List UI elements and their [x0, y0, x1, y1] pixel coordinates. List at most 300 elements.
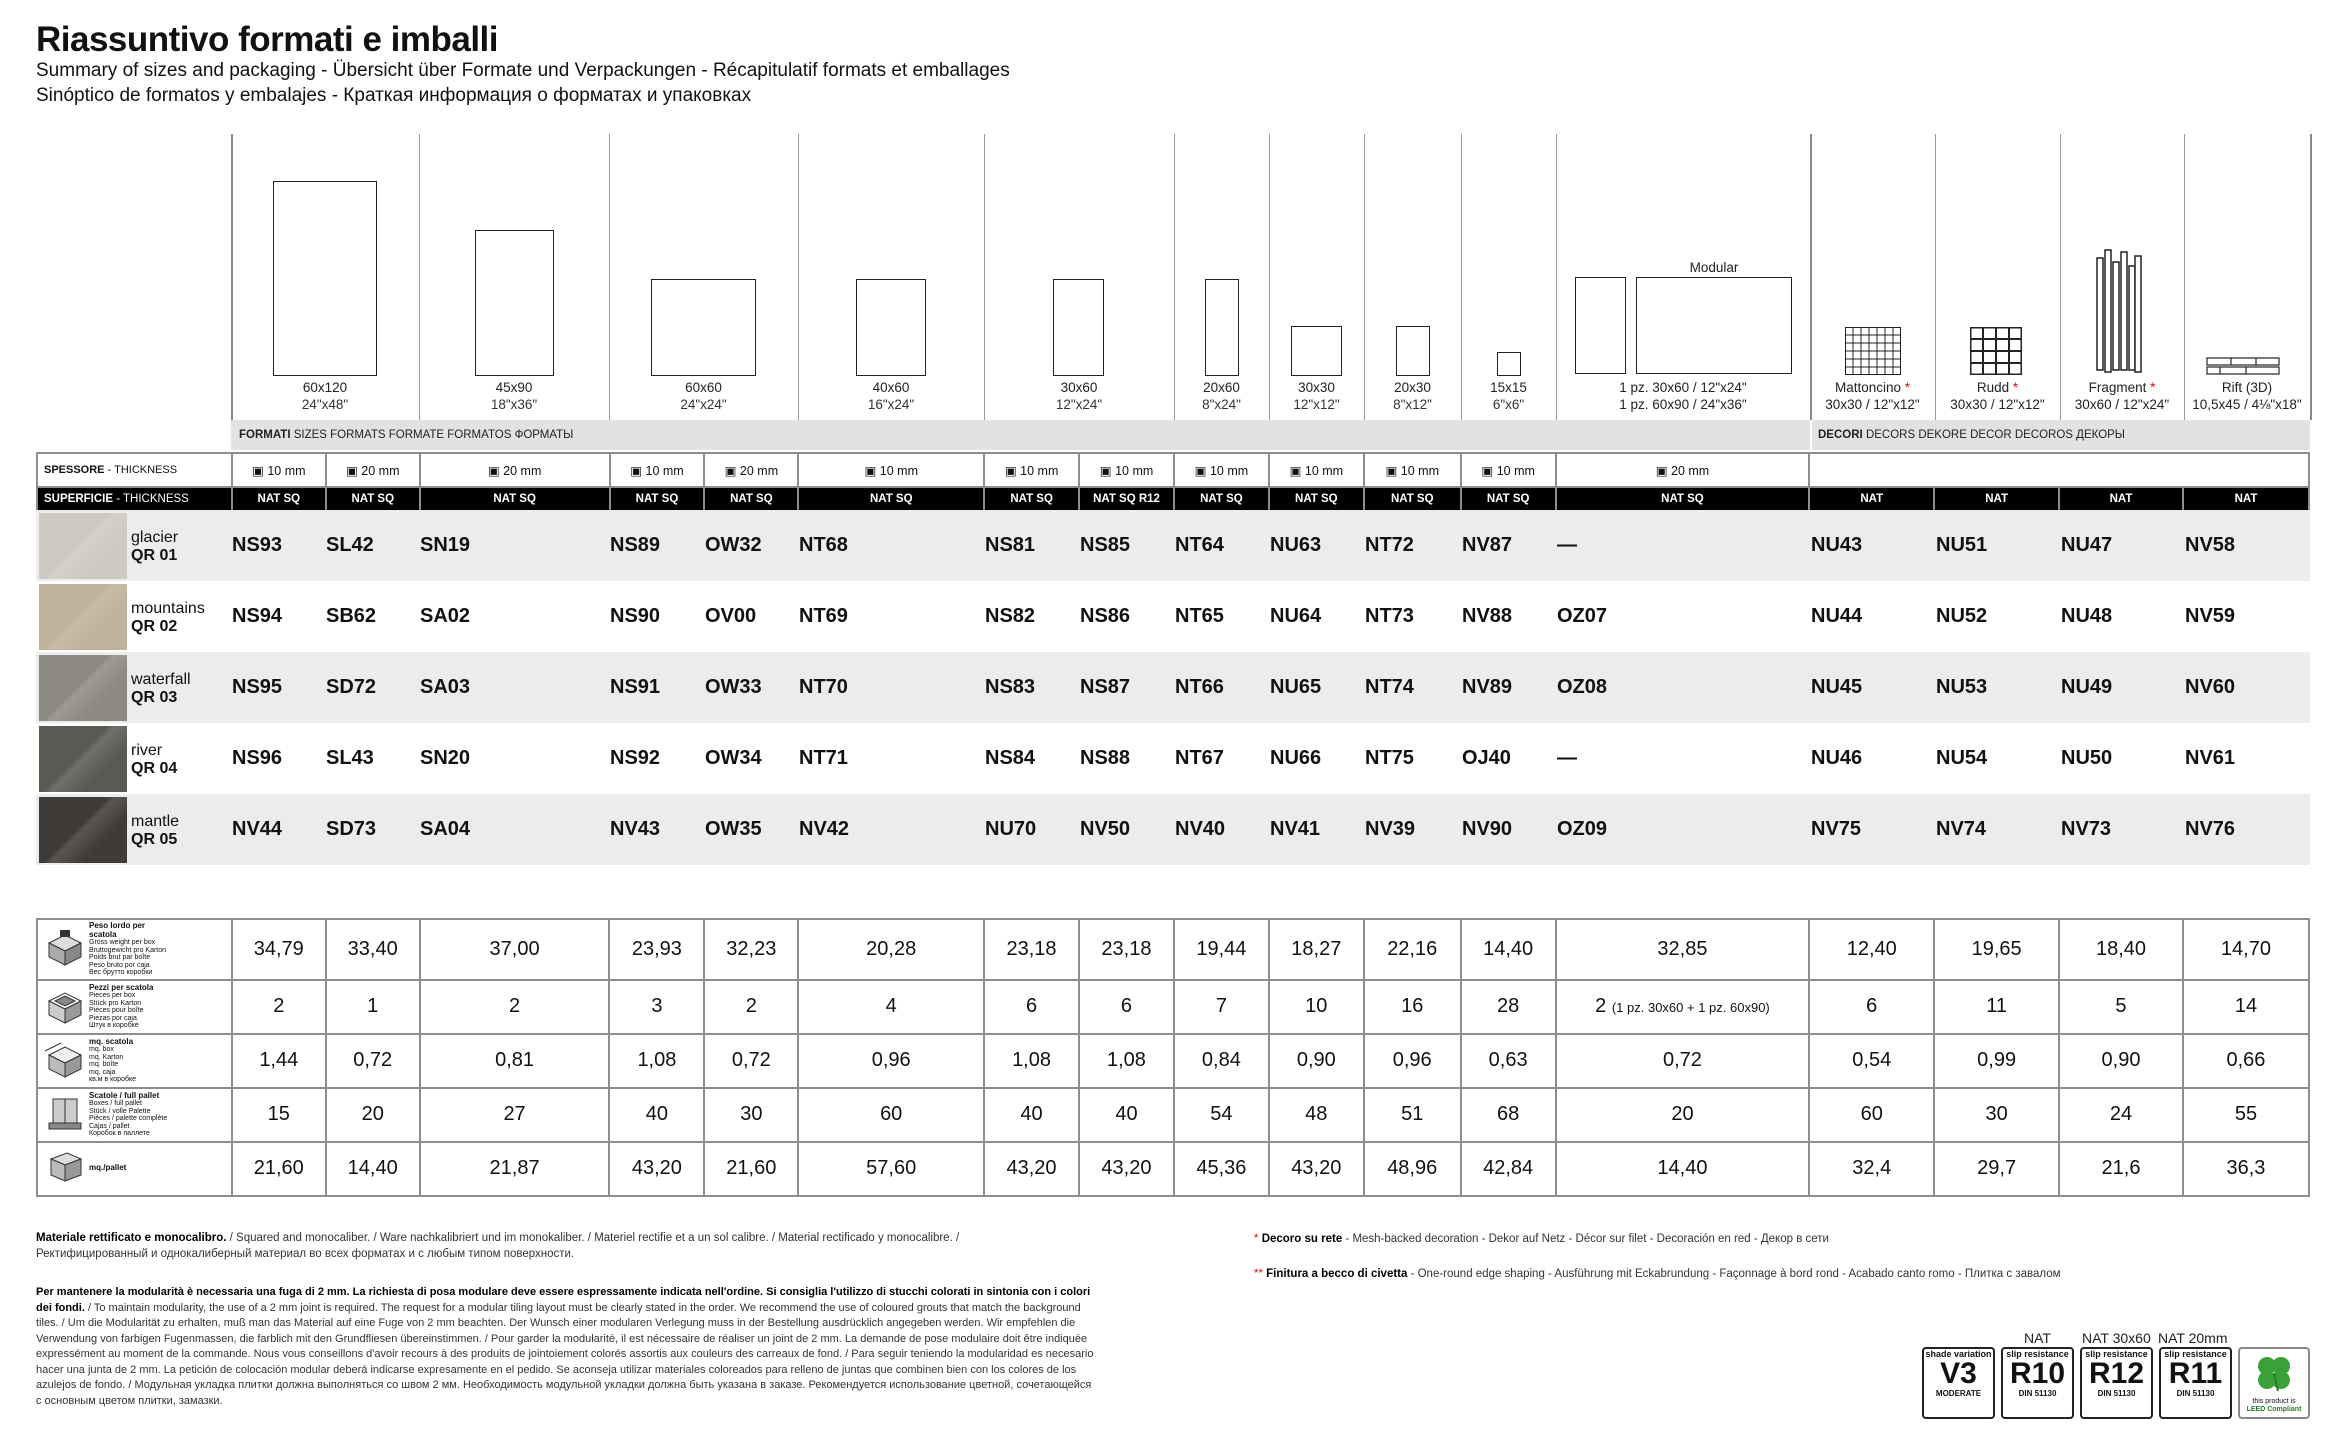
packaging-value-cell: 0,90 [2059, 1034, 2183, 1088]
packaging-value-cell: 40 [609, 1088, 704, 1142]
product-code-cell: NV73 [2060, 794, 2184, 865]
badge-label: NAT 30x60 [2082, 1330, 2151, 1346]
modular-pieces-note: (1 pz. 30x60 + 1 pz. 60x90) [1611, 1000, 1770, 1015]
packaging-value-cell: 10 [1269, 980, 1364, 1034]
packaging-label-translation: Pièces pour boîte [89, 1007, 144, 1014]
product-code-cell: NV88 [1462, 605, 1513, 627]
format-40x60-shape [856, 279, 926, 376]
product-code-cell: OZ09 [1556, 794, 1810, 865]
product-code-cell: NT66 [1174, 652, 1269, 723]
product-code-cell: NS91 [609, 652, 704, 723]
packaging-value-cell: 7 [1174, 980, 1269, 1034]
product-code-cell: OW35 [704, 794, 798, 865]
column-divider [798, 134, 799, 420]
thickness-row [37, 453, 2309, 487]
packaging-value-cell: 21,6 [2059, 1142, 2183, 1196]
color-swatch [39, 584, 127, 650]
thickness-cell: ▣ 20 mm [326, 453, 420, 487]
product-code-cell: OW33 [704, 652, 798, 723]
product-code-cell: OW32 [704, 510, 798, 581]
packaging-value-cell: 43,20 [609, 1142, 704, 1196]
rudd-decor-icon [1970, 327, 2022, 375]
packaging-label-translation: mq. boîte [89, 1061, 119, 1068]
product-code-cell: SN19 [419, 510, 609, 581]
column-divider [2184, 134, 2185, 420]
column-divider [2310, 134, 2312, 420]
packaging-label-translation: Gross weight per box [89, 939, 156, 946]
packaging-value-cell: 0,84 [1174, 1034, 1269, 1088]
product-code-cell: NT67 [1175, 747, 1224, 769]
product-code-cell: NS86 [1080, 605, 1131, 627]
packaging-value-cell: 21,87 [420, 1142, 610, 1196]
fragment-decor-icon [2096, 248, 2142, 376]
packaging-label-cell [37, 980, 232, 1034]
color-code: QR 04 [131, 759, 178, 777]
surface-cell: NAT SQ [326, 487, 420, 511]
packaging-value-cell: 32,4 [1809, 1142, 1934, 1196]
column-divider [1461, 134, 1462, 420]
product-code-cell: NU54 [1936, 747, 1988, 769]
packaging-table [36, 918, 2310, 1197]
page-title: Riassuntivo formati e imballi [36, 20, 498, 59]
packaging-value-cell: 1,08 [984, 1034, 1079, 1088]
product-code-cell: NU50 [2061, 747, 2113, 769]
surface-cell: NAT SQ [798, 487, 984, 511]
packaging-value-cell: 0,72 [1556, 1034, 1810, 1088]
packaging-label-translation: Bruttogewicht pro Karton [89, 946, 167, 954]
packaging-value-cell: 30 [704, 1088, 798, 1142]
product-code-cell: NV39 [1364, 794, 1461, 865]
packaging-value-cell: 23,93 [609, 919, 704, 980]
boxes-pallet-icon [41, 1095, 89, 1135]
packaging-label-cell [37, 919, 232, 980]
product-code-cell: NV87 [1461, 510, 1556, 581]
product-code-cell: NV75 [1810, 794, 1935, 865]
color-swatch [39, 513, 127, 579]
format-45x90-shape [475, 230, 554, 376]
product-code-cell: NT68 [798, 510, 984, 581]
product-code-cell: SA03 [419, 652, 609, 723]
packaging-label-translation: Peso bruto por caja [89, 961, 150, 969]
product-code-cell: NT69 [799, 605, 848, 627]
product-code-cell: NT65 [1175, 605, 1224, 627]
product-code-cell: NU48 [2061, 605, 2113, 627]
packaging-value-cell: 43,20 [984, 1142, 1079, 1196]
decor-label: Fragment * 30x60 / 12"x24" [2074, 380, 2170, 412]
product-code-cell: NS81 [984, 510, 1079, 581]
box-weight-icon [41, 929, 89, 969]
packaging-label-translation: mq. caja [89, 1068, 116, 1076]
packaging-label-translation: Stück / volle Palette [89, 1107, 151, 1115]
packaging-value-cell: 55 [2183, 1088, 2309, 1142]
packaging-label-cell [37, 1142, 232, 1196]
product-code-cell: NV41 [1269, 794, 1364, 865]
packaging-value-cell: 21,60 [232, 1142, 326, 1196]
packaging-value-cell: 30 [1934, 1088, 2059, 1142]
page-subtitle: Sinóptico de formatos y embalajes - Краткая информация о форматах и упаковках [36, 85, 752, 106]
product-code-cell: NS90 [610, 605, 661, 627]
packaging-row [37, 1034, 2309, 1088]
packaging-value-cell: 0,66 [2183, 1034, 2309, 1088]
surface-cell: NAT SQ [1269, 487, 1364, 511]
packaging-value-cell: 45,36 [1174, 1142, 1269, 1196]
packaging-label-translation: mq. box [89, 1046, 114, 1053]
decor-label: Rudd * 30x30 / 12"x12" [1950, 380, 2045, 412]
product-code-cell: NS94 [232, 605, 283, 627]
product-code-cell: NU44 [1811, 605, 1863, 627]
product-code-cell: NS87 [1079, 652, 1174, 723]
packaging-label-translation: кв.м в коробке [89, 1076, 137, 1083]
format-60x60-shape [651, 279, 756, 376]
product-code-cell: NV43 [609, 794, 704, 865]
packaging-value-cell: 36,3 [2183, 1142, 2309, 1196]
packaging-value-cell: 40 [984, 1088, 1079, 1142]
product-code-cell: NU45 [1810, 652, 1935, 723]
product-code-cell: NV76 [2184, 794, 2310, 865]
packaging-value-cell: 0,72 [326, 1034, 420, 1088]
format-20x30-shape [1396, 326, 1430, 376]
product-code-cell: NS95 [231, 652, 325, 723]
packaging-label: Scatole / full pallet [89, 1090, 160, 1100]
modularity-note: Per mantenere la modularità è necessaria una fuga di 2 mm. La richiesta di posa modulare deve essere espressamente indicata nell'ordine. Si consiglia l'utilizzo di stucchi colorati in sintonia con i colori dei fondi. / To maintain modularity, the use of a 2 mm joint is required. The request for a modular tiling layout must be clearly stated in the order. We recommend the use of coloured grouts that match the background tiles. / Um die Modularität zu erhalten, muß man das Material auf eine Fuge von 2 mm beachten. Der Wunsch einer modularen Verlegung muss in der Bestellung ausdrücklich angegeben werden. Wir empfehlen die Verwendung von farbigen Fugenmassen, die farblich mit den Grundfliesen übereinstimmen. / Pour garder la modularité, il est nécessaire de réaliser un joint de 2 mm. La demande de pose modulaire doit être indiquée expressément au moment de la commande. Nous vous conseillons d'avoir recours à des produits de jointoiement colorés assortis aux couleurs des carreaux de fond. / Para seguir teniendo la modularidad es necesario hacer una junta de 2 mm. La petición de colocación modular deberá indicarse expresamente en el pedido. Se aconseja utilizar materiales coloreados para relleno de juntas que combinen bien con los colores de los azulejos de fondo. / Модульная укладка плитки должна выполняться со швом 2 мм. Необходимость модульной укладки должна быть указана в заказе. Рекомендуется использование цветной, сочетающейся с основным цветом плитки, замазки. [36, 1286, 1094, 1407]
packaging-value-cell: 12,40 [1809, 919, 1934, 980]
packaging-value-cell: 18,27 [1269, 919, 1364, 980]
product-code-cell: SA02 [420, 605, 471, 627]
packaging-value-cell: 23,18 [1079, 919, 1174, 980]
packaging-label-translation: Boxes / full pallet [89, 1100, 142, 1107]
column-divider [984, 134, 985, 420]
thickness-cell: ▣ 10 mm [1364, 453, 1461, 487]
surface-cell: NAT SQ [1556, 487, 1810, 511]
color-name: waterfall [131, 670, 191, 688]
color-swatch [39, 797, 127, 863]
packaging-label-translation: Pièces / palette complète [89, 1115, 168, 1122]
packaging-value-cell: 0,96 [1364, 1034, 1461, 1088]
product-code-cell: NU66 [1270, 747, 1322, 769]
product-code-cell: NU51 [1935, 510, 2060, 581]
modular-size-label: 1 pz. 30x60 / 12"x24" 1 pz. 60x90 / 24"x36" [1619, 380, 1747, 412]
surface-cell: NAT SQ [1364, 487, 1461, 511]
surface-cell: NAT SQ [984, 487, 1079, 511]
packaging-value-cell: 1,44 [232, 1034, 326, 1088]
packaging-value-cell [1556, 980, 1810, 1034]
surface-cell: NAT SQ [420, 487, 610, 511]
packaging-row [37, 980, 2309, 1034]
color-code: QR 01 [131, 546, 178, 564]
color-row [36, 581, 2310, 652]
color-swatch-cell [36, 723, 231, 794]
modular-60x90-shape [1636, 277, 1792, 374]
codes-table [36, 452, 2310, 512]
badge-label: NAT 20mm [2158, 1330, 2228, 1346]
packaging-label-cell [37, 1034, 232, 1088]
product-code-cell: NU63 [1269, 510, 1364, 581]
color-code: QR 05 [131, 830, 178, 848]
column-divider [231, 134, 233, 420]
format-size-label: 20x60 8"x24" [1202, 380, 1241, 412]
mattoncino-decor-icon [1845, 327, 1901, 375]
packaging-value-cell: 6 [1809, 980, 1934, 1034]
color-code: QR 03 [131, 688, 178, 706]
packaging-value-cell: 0,81 [420, 1034, 610, 1088]
packaging-value-cell: 24 [2059, 1088, 2183, 1142]
product-code-cell: NS89 [609, 510, 704, 581]
packaging-value-cell: 48 [1269, 1088, 1364, 1142]
thickness-cell: ▣ 10 mm [1174, 453, 1269, 487]
surface-cell: NAT SQ R12 [1079, 487, 1174, 511]
packaging-value-cell: 1 [326, 980, 420, 1034]
color-swatch [39, 726, 127, 792]
packaging-value-cell: 2 [704, 980, 798, 1034]
packaging-value-cell: 14 [2183, 980, 2309, 1034]
thickness-cell: ▣ 20 mm [704, 453, 798, 487]
packaging-label-translation: Stück pro Karton [89, 999, 142, 1007]
packaging-value-cell: 19,44 [1174, 919, 1269, 980]
product-code-cell: — [1557, 747, 1577, 769]
format-60x120-shape [273, 181, 377, 376]
product-code-cell: NS82 [985, 605, 1036, 627]
packaging-value-cell: 1,08 [1079, 1034, 1174, 1088]
color-row [36, 652, 2310, 723]
color-row [36, 723, 2310, 794]
format-size-label: 20x30 8"x12" [1393, 380, 1432, 412]
thickness-cell: ▣ 10 mm [1461, 453, 1556, 487]
slip-resistance-r10-badge: slip resistance R10 DIN 51130 [2001, 1347, 2074, 1419]
product-code-cell: NU47 [2060, 510, 2184, 581]
product-code-cell: NT64 [1174, 510, 1269, 581]
packaging-label-cell [37, 1088, 232, 1142]
product-code-cell: NV42 [798, 794, 984, 865]
packaging-value-cell: 14,40 [1556, 1142, 1810, 1196]
edge-finish-note: ** Finitura a becco di civetta - One-round edge shaping - Ausführung mit Eckabrundung - Façonnage à bord rond - Acabado canto romo - Плитка с завалом [1254, 1268, 2061, 1280]
packaging-value-cell: 48,96 [1364, 1142, 1461, 1196]
packaging-value-cell: 29,7 [1934, 1142, 2059, 1196]
thickness-cell: ▣ 20 mm [1556, 453, 1810, 487]
column-divider [1810, 134, 1812, 420]
color-row [36, 510, 2310, 581]
packaging-value-cell: 60 [798, 1088, 984, 1142]
surface-cell: NAT [1809, 487, 1934, 511]
packaging-value-cell: 27 [420, 1088, 610, 1142]
packaging-value-cell: 22,16 [1364, 919, 1461, 980]
format-size-label: 30x30 12"x12" [1293, 380, 1340, 412]
packaging-value-cell: 60 [1809, 1088, 1934, 1142]
packaging-value-cell: 14,40 [326, 1142, 420, 1196]
product-code-cell: NV74 [1935, 794, 2060, 865]
product-code-cell: NS93 [231, 510, 325, 581]
product-code-cell: SD72 [325, 652, 419, 723]
product-code-cell: NV61 [2185, 747, 2236, 769]
product-code-cell: NU52 [1936, 605, 1988, 627]
packaging-value-cell: 2 [420, 980, 610, 1034]
product-code-cell: NU43 [1810, 510, 1935, 581]
product-code-cell: SB62 [326, 605, 377, 627]
surface-cell: NAT [2059, 487, 2183, 511]
pieces-box-icon [41, 987, 89, 1027]
badge-label: NAT [2024, 1330, 2051, 1346]
decor-label: Mattoncino * 30x30 / 12"x12" [1825, 380, 1920, 412]
product-code-cell: NV60 [2184, 652, 2310, 723]
packaging-value-cell: 0,99 [1934, 1034, 2059, 1088]
product-code-cell: SL42 [325, 510, 419, 581]
thickness-cell: ▣ 10 mm [610, 453, 705, 487]
product-code-cell: NT75 [1365, 747, 1414, 769]
product-code-cell: NT73 [1365, 605, 1414, 627]
packaging-value-cell: 18,40 [2059, 919, 2183, 980]
column-divider [1174, 134, 1175, 420]
packaging-value-cell: 14,70 [2183, 919, 2309, 980]
packaging-row [37, 1088, 2309, 1142]
color-swatch-cell [36, 794, 231, 865]
product-code-cell: NU64 [1270, 605, 1322, 627]
packaging-value-cell: 0,54 [1809, 1034, 1934, 1088]
product-code-cell: OW34 [705, 747, 762, 769]
modular-30x60-shape [1575, 277, 1626, 374]
mesh-decor-note: * Decoro su rete - Mesh-backed decoration - Dekor auf Netz - Décor sur filet - Decoración en red - Декор в сети [1254, 1233, 1829, 1245]
product-code-cell: NU53 [1935, 652, 2060, 723]
column-divider [2060, 134, 2061, 420]
product-code-cell: SN20 [420, 747, 471, 769]
packaging-value-cell: 43,20 [1269, 1142, 1364, 1196]
leed-badge: this product is LEED Compliant [2238, 1347, 2310, 1419]
format-20x60-shape [1205, 279, 1239, 376]
product-code-cell: NV89 [1461, 652, 1556, 723]
packaging-value-cell: 0,63 [1461, 1034, 1556, 1088]
packaging-value-cell: 0,72 [704, 1034, 798, 1088]
product-code-cell: NS85 [1079, 510, 1174, 581]
product-code-cell: NU46 [1811, 747, 1863, 769]
thickness-cell: ▣ 10 mm [232, 453, 326, 487]
packaging-value-cell: 6 [1079, 980, 1174, 1034]
packaging-value-cell: 32,23 [704, 919, 798, 980]
surface-cell: NAT SQ [1174, 487, 1269, 511]
packaging-value-cell: 33,40 [326, 919, 420, 980]
decors-band-label: DECORI DECORS DEKORE DECOR DECOROS ДЕКОРЫ [1818, 429, 2125, 441]
product-code-cell: NS88 [1080, 747, 1131, 769]
packaging-value-cell: 15 [232, 1088, 326, 1142]
product-code-cell: NU70 [984, 794, 1079, 865]
product-code-cell: OV00 [705, 605, 757, 627]
packaging-value-cell: 37,00 [420, 919, 610, 980]
packaging-label-translation: Cajas / pallet [89, 1122, 130, 1130]
color-swatch-cell [36, 510, 231, 581]
pallet-area-icon [41, 1149, 89, 1189]
modular-label: Modular [1689, 260, 1739, 275]
packaging-label-translation: Pieces per box [89, 992, 136, 999]
packaging-value-cell: 34,79 [232, 919, 326, 980]
surface-cell: NAT SQ [1461, 487, 1556, 511]
color-codes-table [36, 510, 2310, 865]
packaging-value-cell: 68 [1461, 1088, 1556, 1142]
product-code-cell: SD73 [325, 794, 419, 865]
format-15x15-shape [1497, 352, 1521, 376]
product-code-cell: OZ07 [1557, 605, 1608, 627]
packaging-label-translation: mq. Karton [89, 1053, 124, 1061]
product-code-cell: NS83 [984, 652, 1079, 723]
surface-cell: NAT [1934, 487, 2059, 511]
thickness-empty-cell [1809, 453, 2309, 487]
slip-resistance-r11-badge: slip resistance R11 DIN 51130 [2159, 1347, 2232, 1419]
surface-cell: NAT [2183, 487, 2309, 511]
packaging-value-cell: 54 [1174, 1088, 1269, 1142]
packaging-value-cell: 3 [609, 980, 704, 1034]
product-code-cell: NV50 [1079, 794, 1174, 865]
thickness-cell: ▣ 10 mm [1269, 453, 1364, 487]
product-code-cell: NS84 [985, 747, 1036, 769]
product-code-cell: NT74 [1364, 652, 1461, 723]
column-divider [1935, 134, 1936, 420]
product-code-cell: NV58 [2184, 510, 2310, 581]
packaging-value-cell: 23,18 [984, 919, 1079, 980]
slip-resistance-r12-badge: slip resistance R12 DIN 51130 [2080, 1347, 2153, 1419]
color-swatch-cell [36, 652, 231, 723]
packaging-value-cell: 14,40 [1461, 919, 1556, 980]
surface-cell: NAT SQ [610, 487, 705, 511]
format-size-label: 40x60 16"x24" [867, 380, 915, 412]
column-divider [1364, 134, 1365, 420]
format-size-label: 45x90 18"x36" [490, 380, 538, 412]
packaging-label: mq. scatola [89, 1036, 134, 1046]
packaging-label-translation: Poids brut par boîte [89, 954, 151, 961]
packaging-value-cell: 11 [1934, 980, 2059, 1034]
packaging-value-cell: 20,28 [798, 919, 984, 980]
packaging-value-cell: 1,08 [609, 1034, 704, 1088]
product-code-cell: SA04 [419, 794, 609, 865]
product-code-cell: NV59 [2185, 605, 2236, 627]
packaging-value-cell: 2 [232, 980, 326, 1034]
thickness-cell: ▣ 20 mm [420, 453, 610, 487]
column-divider [1269, 134, 1270, 420]
packaging-label-translation: Piezas por caja [89, 1014, 137, 1022]
page-subtitle: Summary of sizes and packaging - Übersicht über Formate und Verpackungen - Récapitulatif formats et emballages [36, 60, 1010, 81]
packaging-value-cell: 32,85 [1556, 919, 1810, 980]
format-size-label: 60x60 24"x24" [680, 380, 727, 412]
column-divider [1556, 134, 1557, 420]
packaging-label: mq./pallet [89, 1163, 127, 1173]
thickness-label: SPESSORE - THICKNESS [37, 453, 232, 487]
product-code-cell: NV90 [1461, 794, 1556, 865]
color-name: glacier [131, 528, 179, 546]
decor-label: Rift (3D) 10,5x45 / 4⅛"x18" [2192, 380, 2302, 412]
packaging-value-cell: 28 [1461, 980, 1556, 1034]
packaging-value-cell: 5 [2059, 980, 2183, 1034]
packaging-label: Pezzi per scatola [89, 982, 154, 992]
rift-decor-icon [2206, 357, 2280, 375]
rectified-note: Materiale rettificato e monocalibro. / Squared and monocaliber. / Ware nachkalibriert und im monokaliber. / Materiel rectifie et a un sol calibre. / Material rectificado y monocalibre. / Ректифицированный и однокалиберный материал во всех форматах и с любым типом поверхности. [36, 1232, 960, 1260]
product-code-cell: NS92 [610, 747, 661, 769]
packaging-label: Peso lordo per scatola [89, 921, 146, 939]
packaging-row [37, 1142, 2309, 1196]
thickness-cell: ▣ 10 mm [798, 453, 984, 487]
packaging-value-cell: 16 [1364, 980, 1461, 1034]
packaging-value-cell: 21,60 [704, 1142, 798, 1196]
packaging-value-cell: 19,65 [1934, 919, 2059, 980]
product-code-cell: NT71 [799, 747, 848, 769]
packaging-value-cell: 0,96 [798, 1034, 984, 1088]
product-code-cell: NT72 [1364, 510, 1461, 581]
format-size-label: 15x15 6"x6" [1490, 380, 1527, 412]
color-swatch [39, 655, 127, 721]
packaging-value-cell: 42,84 [1461, 1142, 1556, 1196]
column-divider [609, 134, 610, 420]
packaging-value-cell: 40 [1079, 1088, 1174, 1142]
packaging-value-cell: 20 [326, 1088, 420, 1142]
packaging-value-cell: 20 [1556, 1088, 1810, 1142]
packaging-value-cell: 4 [798, 980, 984, 1034]
format-30x30-shape [1291, 326, 1342, 376]
color-name: mantle [131, 812, 180, 830]
product-code-cell: SL43 [326, 747, 374, 769]
